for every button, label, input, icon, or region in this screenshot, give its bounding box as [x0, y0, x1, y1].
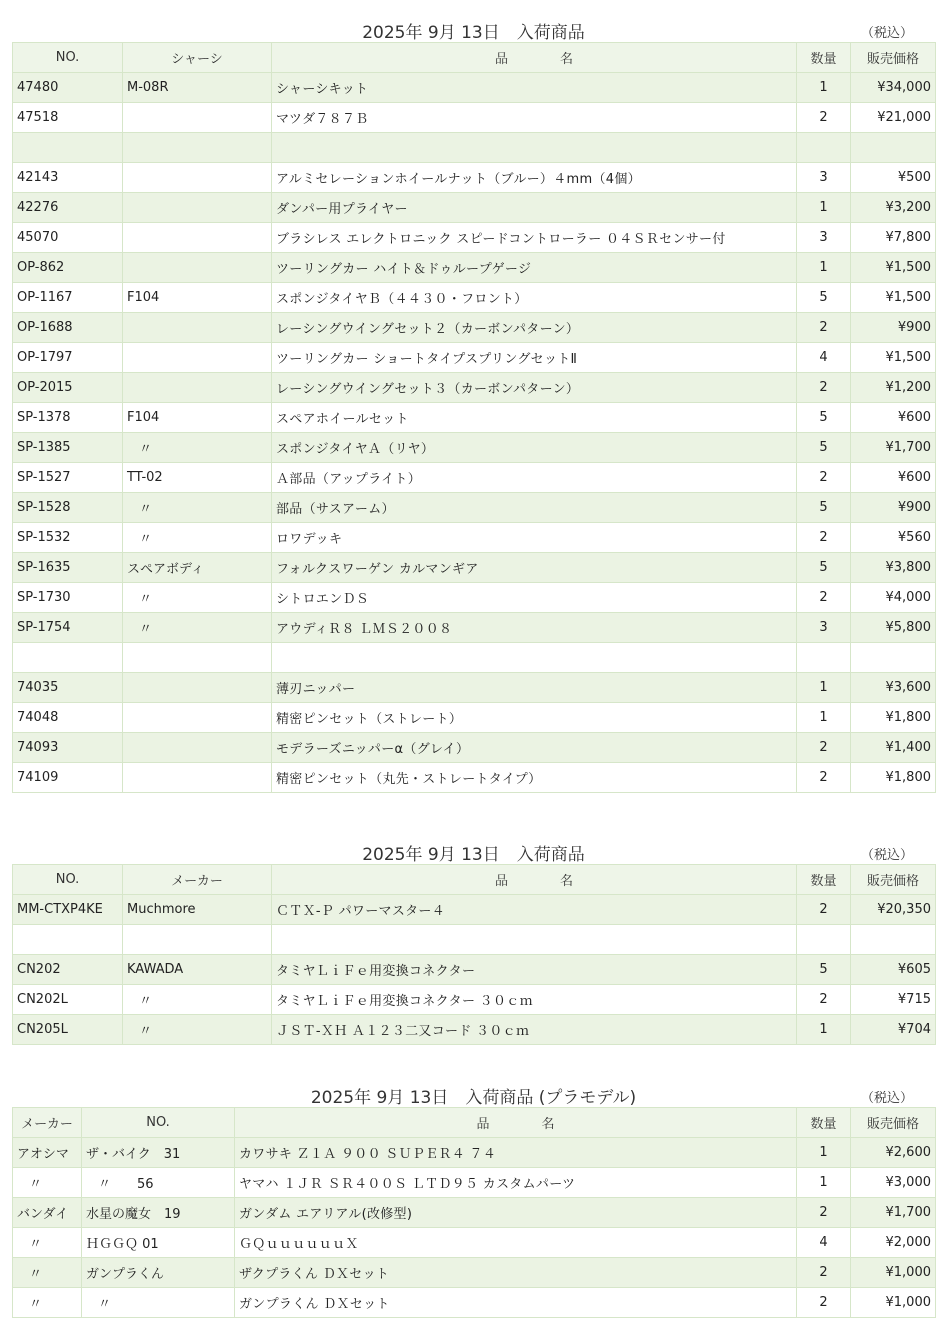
table-header-row	[13, 1108, 936, 1138]
cell-product-name: フォルクスワーゲン カルマンギア	[272, 553, 797, 583]
header-product-name: 品 名	[235, 1108, 797, 1138]
arrivals-table-3	[12, 1107, 936, 1318]
cell-no: 47480	[13, 73, 123, 103]
cell-quantity: 3	[797, 613, 851, 643]
section-2-header	[12, 834, 935, 864]
header-maker: メーカー	[123, 865, 272, 895]
table-body	[13, 73, 936, 793]
cell-no	[13, 133, 123, 163]
cell-no: OP-862	[13, 253, 123, 283]
cell-no: 42276	[13, 193, 123, 223]
cell-no: 74093	[13, 733, 123, 763]
cell-product-name: シャーシキット	[272, 73, 797, 103]
cell-product-name: レーシングウイングセット３（カーボンパターン）	[272, 373, 797, 403]
cell-price: ¥3,800	[851, 553, 936, 583]
cell-quantity: 2	[797, 733, 851, 763]
table-row	[13, 493, 936, 523]
cell-quantity: 2	[797, 1198, 851, 1228]
cell-chassis	[123, 673, 272, 703]
cell-no: OP-2015	[13, 373, 123, 403]
cell-no: MM-CTXP4KE	[13, 895, 123, 925]
cell-product-name: ガンプラくん ＤＸセット	[235, 1288, 797, 1318]
table-row	[13, 463, 936, 493]
cell-quantity	[797, 643, 851, 673]
table-row	[13, 1258, 936, 1288]
cell-quantity: 2	[797, 895, 851, 925]
cell-price: ¥1,800	[851, 703, 936, 733]
cell-quantity: 3	[797, 163, 851, 193]
cell-price: ¥1,000	[851, 1288, 936, 1318]
cell-chassis	[123, 163, 272, 193]
cell-chassis	[123, 103, 272, 133]
cell-no: OP-1797	[13, 343, 123, 373]
cell-price: ¥7,800	[851, 223, 936, 253]
cell-maker: アオシマ	[13, 1138, 82, 1168]
table-row	[13, 103, 936, 133]
cell-product-name: レーシングウイングセット２（カーボンパターン）	[272, 313, 797, 343]
cell-price: ¥2,000	[851, 1228, 936, 1258]
cell-product-name: ツーリングカー ショートタイプスプリングセットⅡ	[272, 343, 797, 373]
cell-price: ¥1,200	[851, 373, 936, 403]
cell-no: CN205L	[13, 1015, 123, 1045]
cell-quantity: 2	[797, 313, 851, 343]
cell-no: 45070	[13, 223, 123, 253]
table-row	[13, 283, 936, 313]
table-row	[13, 955, 936, 985]
cell-price: ¥560	[851, 523, 936, 553]
cell-product-name: スポンジタイヤＡ（リヤ）	[272, 433, 797, 463]
cell-chassis: 〃	[123, 523, 272, 553]
cell-product-name: 薄刃ニッパー	[272, 673, 797, 703]
cell-no: ＨＧＧＱ 01	[82, 1228, 235, 1258]
cell-quantity: 5	[797, 283, 851, 313]
cell-maker: 〃	[13, 1258, 82, 1288]
cell-product-name: 部品（サスアーム）	[272, 493, 797, 523]
cell-product-name: ロワデッキ	[272, 523, 797, 553]
arrivals-section-2	[12, 834, 935, 1045]
cell-price: ¥605	[851, 955, 936, 985]
cell-chassis: F104	[123, 283, 272, 313]
cell-chassis	[123, 643, 272, 673]
header-quantity: 数量	[797, 43, 851, 73]
table-row	[13, 373, 936, 403]
cell-price: ¥21,000	[851, 103, 936, 133]
cell-quantity: 5	[797, 493, 851, 523]
cell-price: ¥600	[851, 463, 936, 493]
cell-maker: 〃	[13, 1288, 82, 1318]
arrivals-table-1	[12, 42, 936, 793]
cell-chassis: 〃	[123, 613, 272, 643]
header-product-name: 品 名	[272, 43, 797, 73]
cell-quantity: 1	[797, 1015, 851, 1045]
cell-no: CN202L	[13, 985, 123, 1015]
cell-quantity: 2	[797, 1288, 851, 1318]
cell-price: ¥1,800	[851, 763, 936, 793]
cell-maker: KAWADA	[123, 955, 272, 985]
cell-maker: 〃	[13, 1168, 82, 1198]
cell-price: ¥1,500	[851, 283, 936, 313]
cell-no	[13, 925, 123, 955]
cell-price: ¥900	[851, 493, 936, 523]
cell-no: SP-1527	[13, 463, 123, 493]
cell-maker: 〃	[123, 985, 272, 1015]
cell-price	[851, 925, 936, 955]
cell-product-name: ＣＴＸ-Ｐ パワーマスター４	[272, 895, 797, 925]
arrivals-table-2	[12, 864, 936, 1045]
cell-price: ¥1,000	[851, 1258, 936, 1288]
header-maker: メーカー	[13, 1108, 82, 1138]
cell-product-name: タミヤＬｉＦｅ用変換コネクター	[272, 955, 797, 985]
table-row	[13, 553, 936, 583]
header-no: NO.	[82, 1108, 235, 1138]
cell-price: ¥500	[851, 163, 936, 193]
cell-no: SP-1730	[13, 583, 123, 613]
header-price: 販売価格	[851, 1108, 936, 1138]
cell-no: 74109	[13, 763, 123, 793]
cell-chassis: 〃	[123, 583, 272, 613]
cell-price: ¥3,000	[851, 1168, 936, 1198]
header-chassis: シャーシ	[123, 43, 272, 73]
table-row	[13, 1015, 936, 1045]
table-row	[13, 433, 936, 463]
table-body	[13, 1138, 936, 1318]
table-row	[13, 163, 936, 193]
table-row	[13, 133, 936, 163]
cell-no: SP-1754	[13, 613, 123, 643]
cell-chassis	[123, 703, 272, 733]
cell-product-name: アウディＲ８ ＬＭＳ２００８	[272, 613, 797, 643]
cell-maker: 〃	[13, 1228, 82, 1258]
cell-quantity: 2	[797, 373, 851, 403]
cell-product-name: スペアホイールセット	[272, 403, 797, 433]
cell-product-name: スポンジタイヤＢ（４４３０・フロント）	[272, 283, 797, 313]
cell-quantity: 2	[797, 523, 851, 553]
table-row	[13, 403, 936, 433]
arrivals-section-1	[12, 12, 935, 793]
section-1-title: 2025年 9月 13日 入荷商品	[362, 23, 585, 43]
cell-price: ¥600	[851, 403, 936, 433]
cell-quantity: 1	[797, 703, 851, 733]
cell-price: ¥1,700	[851, 1198, 936, 1228]
arrivals-section-3	[12, 1077, 935, 1318]
cell-maker	[123, 925, 272, 955]
cell-price: ¥1,700	[851, 433, 936, 463]
cell-no: SP-1378	[13, 403, 123, 433]
table-row	[13, 763, 936, 793]
cell-maker: 〃	[123, 1015, 272, 1045]
table-row	[13, 925, 936, 955]
table-row	[13, 985, 936, 1015]
table-row	[13, 73, 936, 103]
table-row	[13, 253, 936, 283]
cell-product-name: マツダ７８７Ｂ	[272, 103, 797, 133]
cell-quantity: 5	[797, 955, 851, 985]
table-row	[13, 733, 936, 763]
cell-no: OP-1167	[13, 283, 123, 313]
cell-product-name: ツーリングカー ハイト＆ドゥループゲージ	[272, 253, 797, 283]
cell-product-name: アルミセレーションホイールナット（ブルー）４mm（4個）	[272, 163, 797, 193]
cell-product-name: ヤマハ １ＪＲ ＳＲ４００Ｓ ＬＴＤ９５ カスタムパーツ	[235, 1168, 797, 1198]
header-quantity: 数量	[797, 865, 851, 895]
cell-no: 47518	[13, 103, 123, 133]
cell-product-name: ダンパー用プライヤー	[272, 193, 797, 223]
header-product-name: 品 名	[272, 865, 797, 895]
cell-quantity	[797, 925, 851, 955]
cell-quantity: 2	[797, 463, 851, 493]
cell-product-name: 精密ピンセット（ストレート）	[272, 703, 797, 733]
cell-no: 〃 56	[82, 1168, 235, 1198]
cell-price: ¥1,400	[851, 733, 936, 763]
cell-quantity: 3	[797, 223, 851, 253]
cell-product-name: タミヤＬｉＦｅ用変換コネクター ３０ｃｍ	[272, 985, 797, 1015]
cell-quantity: 2	[797, 1258, 851, 1288]
cell-product-name: Ａ部品（アップライト）	[272, 463, 797, 493]
cell-chassis: 〃	[123, 493, 272, 523]
cell-price: ¥5,800	[851, 613, 936, 643]
cell-no: OP-1688	[13, 313, 123, 343]
cell-quantity: 1	[797, 1138, 851, 1168]
cell-product-name	[272, 643, 797, 673]
cell-quantity: 4	[797, 343, 851, 373]
cell-chassis	[123, 373, 272, 403]
table-row	[13, 193, 936, 223]
cell-quantity: 1	[797, 673, 851, 703]
cell-no: SP-1528	[13, 493, 123, 523]
table-row	[13, 313, 936, 343]
cell-no: 水星の魔女 19	[82, 1198, 235, 1228]
section-3-tax-note: （税込）	[860, 1091, 913, 1106]
cell-price: ¥1,500	[851, 343, 936, 373]
cell-product-name: モデラーズニッパーα（グレイ）	[272, 733, 797, 763]
cell-quantity: 5	[797, 553, 851, 583]
cell-price: ¥1,500	[851, 253, 936, 283]
cell-product-name	[272, 925, 797, 955]
cell-product-name	[272, 133, 797, 163]
cell-no: 74035	[13, 673, 123, 703]
cell-price: ¥3,600	[851, 673, 936, 703]
cell-quantity: 1	[797, 253, 851, 283]
cell-price	[851, 133, 936, 163]
cell-product-name: ガンダム エアリアル(改修型)	[235, 1198, 797, 1228]
cell-chassis	[123, 223, 272, 253]
cell-no: 42143	[13, 163, 123, 193]
cell-chassis	[123, 193, 272, 223]
cell-price: ¥704	[851, 1015, 936, 1045]
table-row	[13, 1168, 936, 1198]
table-row	[13, 1228, 936, 1258]
cell-price: ¥900	[851, 313, 936, 343]
table-body	[13, 895, 936, 1045]
table-row	[13, 613, 936, 643]
cell-no: ガンプラくん	[82, 1258, 235, 1288]
cell-product-name: カワサキ Ｚ１Ａ ９００ ＳＵＰＥＲ４ ７４	[235, 1138, 797, 1168]
cell-quantity: 4	[797, 1228, 851, 1258]
cell-chassis: M-08R	[123, 73, 272, 103]
cell-quantity: 5	[797, 403, 851, 433]
table-row	[13, 1198, 936, 1228]
cell-chassis	[123, 253, 272, 283]
section-2-title: 2025年 9月 13日 入荷商品	[362, 845, 585, 865]
table-row	[13, 343, 936, 373]
cell-product-name: 精密ピンセット（丸先・ストレートタイプ）	[272, 763, 797, 793]
cell-quantity: 2	[797, 583, 851, 613]
cell-price: ¥20,350	[851, 895, 936, 925]
cell-quantity: 2	[797, 103, 851, 133]
cell-price: ¥34,000	[851, 73, 936, 103]
cell-quantity: 2	[797, 763, 851, 793]
cell-price: ¥2,600	[851, 1138, 936, 1168]
table-row	[13, 643, 936, 673]
cell-no: 74048	[13, 703, 123, 733]
cell-no	[13, 643, 123, 673]
cell-no: SP-1385	[13, 433, 123, 463]
cell-quantity: 1	[797, 1168, 851, 1198]
cell-product-name: ザクプラくん ＤＸセット	[235, 1258, 797, 1288]
cell-chassis	[123, 343, 272, 373]
cell-quantity: 1	[797, 193, 851, 223]
header-quantity: 数量	[797, 1108, 851, 1138]
cell-chassis: TT-02	[123, 463, 272, 493]
cell-no: 〃	[82, 1288, 235, 1318]
section-3-title: 2025年 9月 13日 入荷商品 (プラモデル)	[310, 1088, 637, 1108]
table-header-row	[13, 865, 936, 895]
cell-chassis	[123, 133, 272, 163]
table-row	[13, 673, 936, 703]
cell-chassis	[123, 763, 272, 793]
cell-no: CN202	[13, 955, 123, 985]
cell-quantity: 2	[797, 985, 851, 1015]
cell-quantity: 1	[797, 73, 851, 103]
cell-product-name: ＪＳＴ-ＸＨ Ａ１２３二又コード ３０ｃｍ	[272, 1015, 797, 1045]
cell-quantity	[797, 133, 851, 163]
cell-price: ¥715	[851, 985, 936, 1015]
cell-product-name: シトロエンＤＳ	[272, 583, 797, 613]
cell-no: ザ・バイク 31	[82, 1138, 235, 1168]
cell-maker: Muchmore	[123, 895, 272, 925]
table-row	[13, 1138, 936, 1168]
cell-price: ¥4,000	[851, 583, 936, 613]
cell-price	[851, 643, 936, 673]
cell-no: SP-1635	[13, 553, 123, 583]
section-1-header	[12, 12, 935, 42]
cell-chassis: 〃	[123, 433, 272, 463]
header-price: 販売価格	[851, 43, 936, 73]
table-row	[13, 523, 936, 553]
cell-no: SP-1532	[13, 523, 123, 553]
cell-product-name: ブラシレス エレクトロニック スピードコントローラー ０４ＳＲセンサー付	[272, 223, 797, 253]
cell-maker: バンダイ	[13, 1198, 82, 1228]
cell-chassis	[123, 313, 272, 343]
cell-quantity: 5	[797, 433, 851, 463]
table-row	[13, 703, 936, 733]
cell-product-name: ＧＱｕｕｕｕｕｕＸ	[235, 1228, 797, 1258]
table-row	[13, 223, 936, 253]
table-row	[13, 583, 936, 613]
header-no: NO.	[13, 43, 123, 73]
table-row	[13, 1288, 936, 1318]
cell-chassis: スペアボディ	[123, 553, 272, 583]
header-no: NO.	[13, 865, 123, 895]
header-price: 販売価格	[851, 865, 936, 895]
section-2-tax-note: （税込）	[860, 848, 913, 863]
cell-price: ¥3,200	[851, 193, 936, 223]
cell-chassis: F104	[123, 403, 272, 433]
table-row	[13, 895, 936, 925]
table-header-row	[13, 43, 936, 73]
section-1-tax-note: （税込）	[860, 26, 913, 41]
section-3-header	[12, 1077, 935, 1107]
cell-chassis	[123, 733, 272, 763]
